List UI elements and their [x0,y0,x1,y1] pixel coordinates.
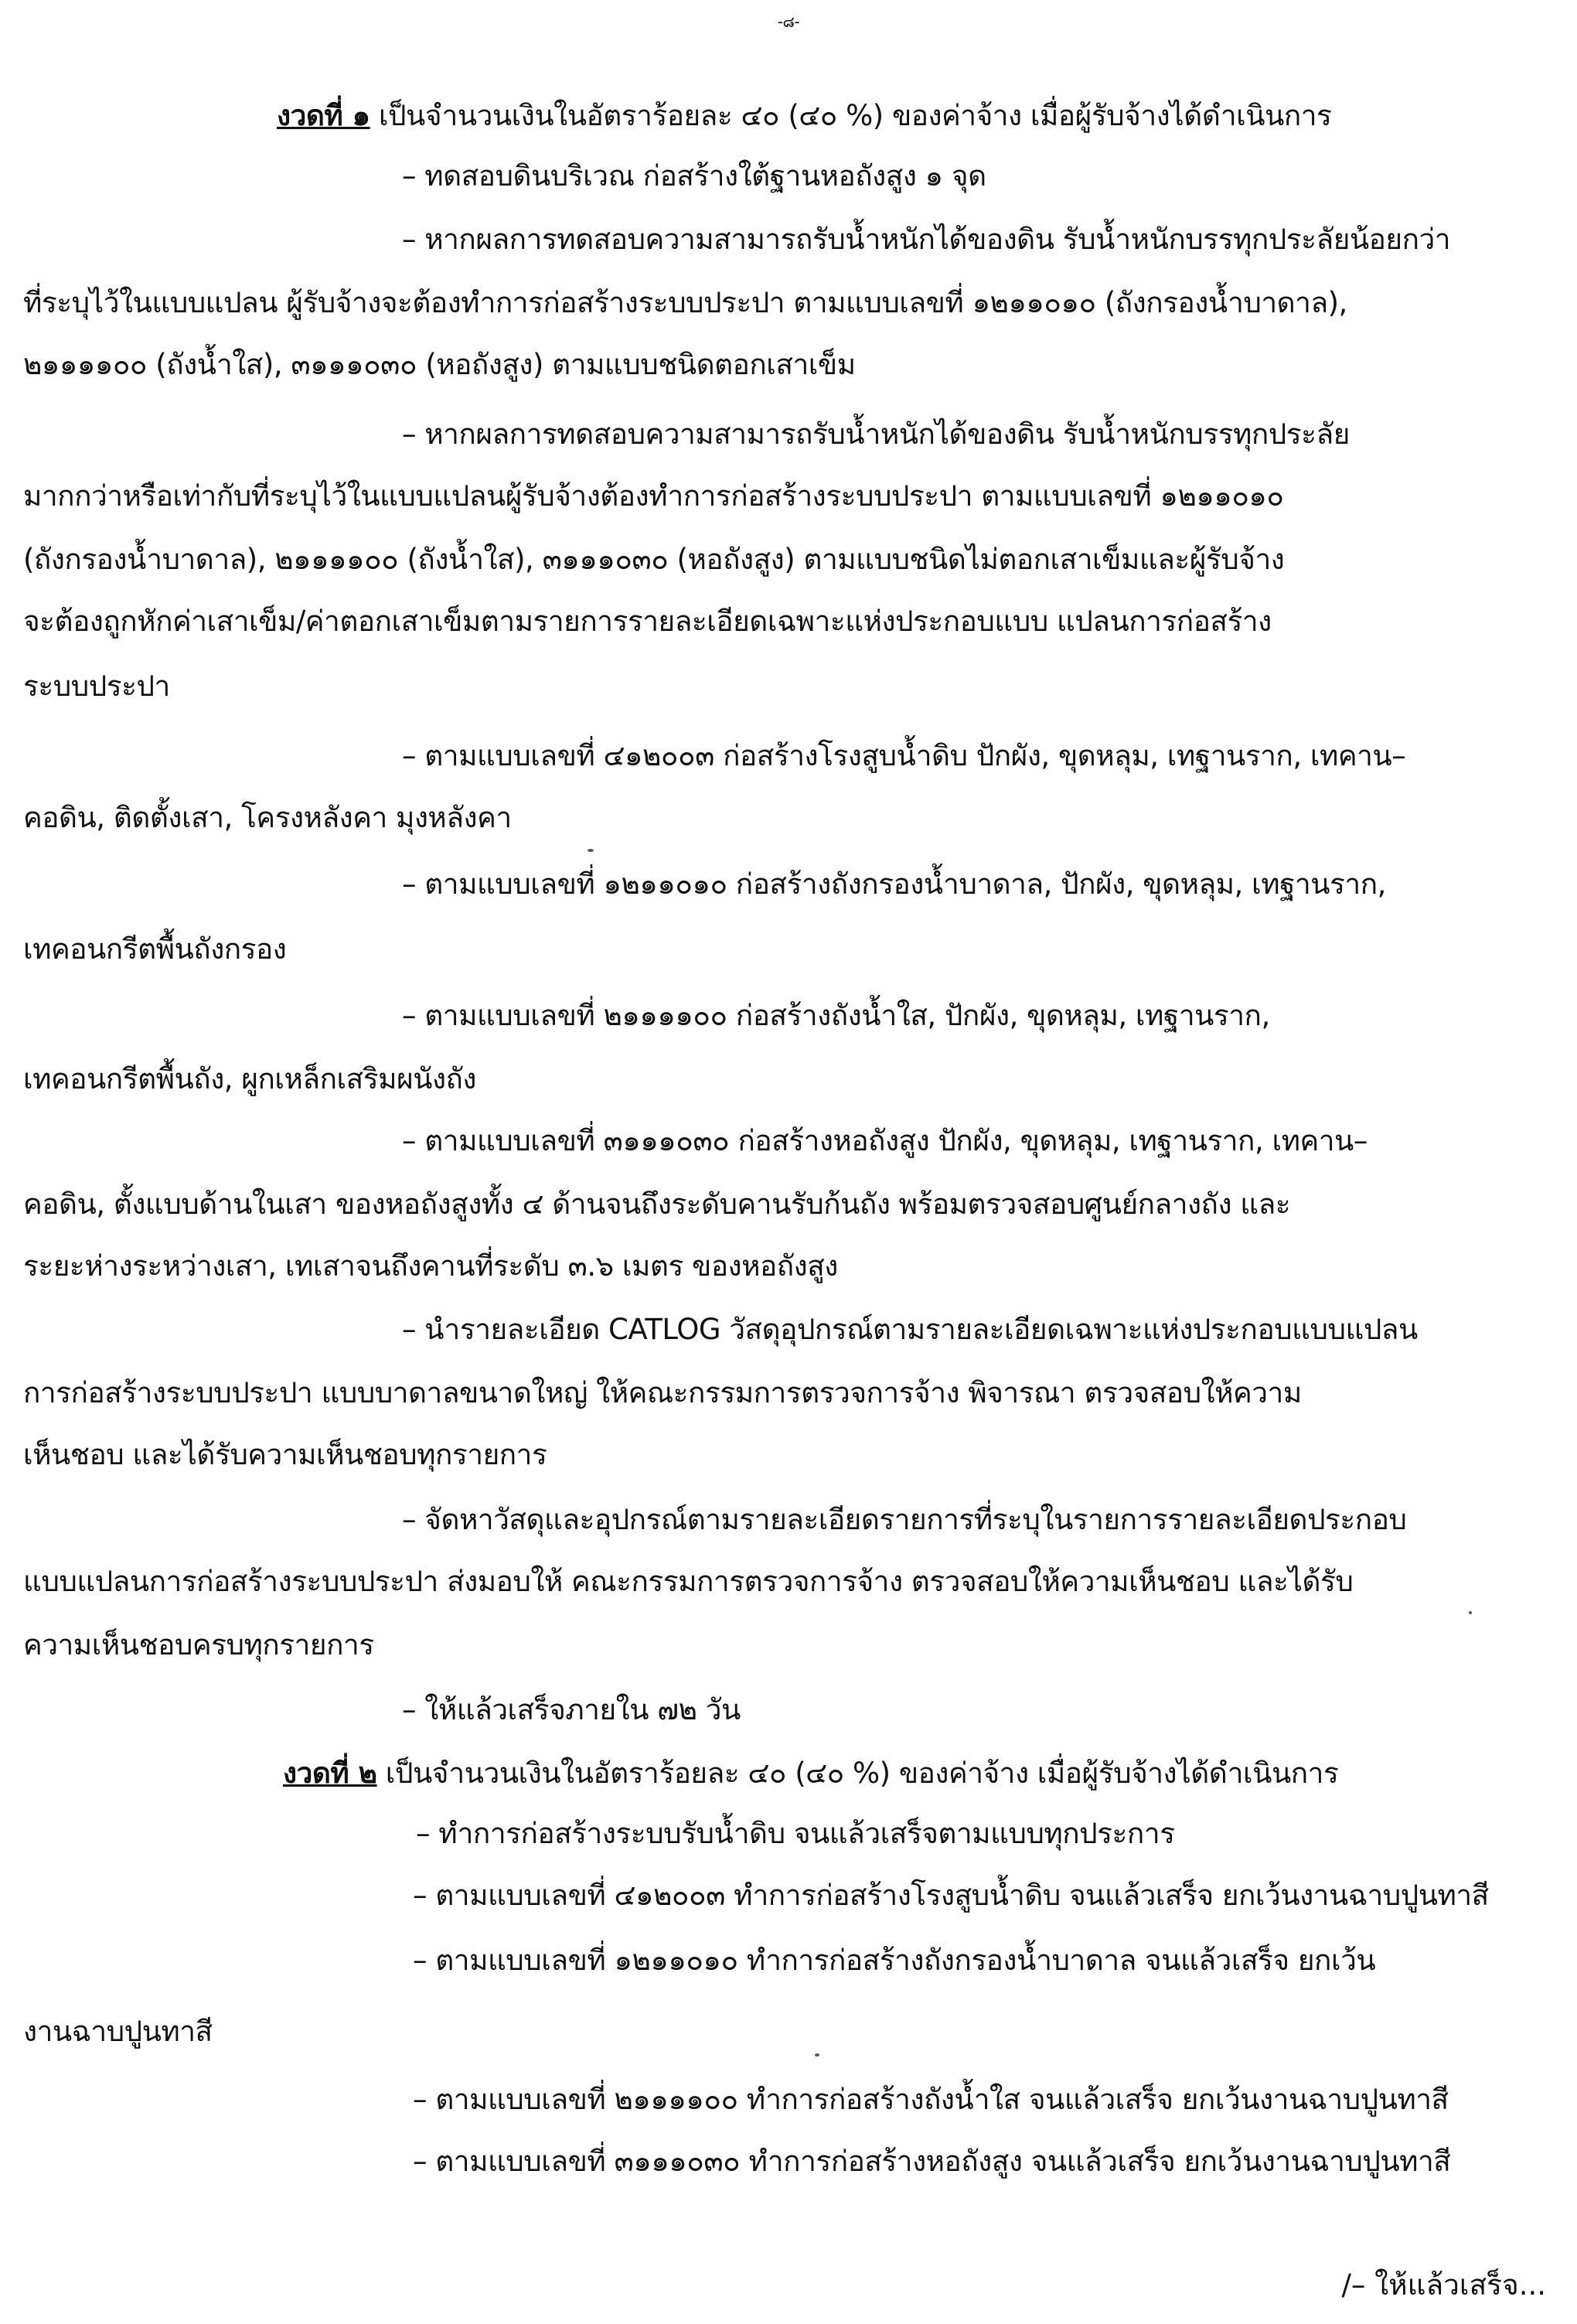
installment-2-header [283,1753,1338,1794]
paragraph-line: – ตามแบบเลขที่ ๒๑๑๑๑๐๐ ก่อสร้างถังน้ำใส, ปักผัง, ขุดหลุม, เทฐานราก, [402,999,1270,1032]
paragraph-line: – ตามแบบเลขที่ ๑๒๑๑๐๑๐ ทำการก่อสร้างถังกรองน้ำบาดาล จนแล้วเสร็จ ยกเว้น [413,1944,1376,1977]
paragraph-line: ระบบประปา [23,670,170,703]
paragraph-line: – ทำการก่อสร้างระบบรับน้ำดิบ จนแล้วเสร็จตามแบบทุกประการ [416,1817,1175,1850]
paragraph-line: คอดิน, ติดตั้งเสา, โครงหลังคา มุงหลังคา [23,801,512,834]
paragraph-line: แบบแปลนการก่อสร้างระบบประปา ส่งมอบให้ คณะกรรมการตรวจการจ้าง ตรวจสอบให้ความเห็นชอบ และได้รับ [23,1565,1354,1598]
paragraph-line: ที่ระบุไว้ในแบบแปลน ผู้รับจ้างจะต้องทำการก่อสร้างระบบประปา ตามแบบเลขที่ ๑๒๑๑๐๑๐ (ถังกรองน้ำบาดาล), [23,286,1347,319]
scan-speck [588,849,594,852]
paragraph-line: การก่อสร้างระบบประปา แบบบาดาลขนาดใหญ่ ให้คณะกรรมการตรวจการจ้าง พิจารณา ตรวจสอบให้ความ [23,1376,1302,1409]
paragraph-line: – ให้แล้วเสร็จภายใน ๗๒ วัน [402,1693,741,1726]
paragraph-line: – ตามแบบเลขที่ ๓๑๑๑๐๓๐ ทำการก่อสร้างหอถังสูง จนแล้วเสร็จ ยกเว้นงานฉาบปูนทาสี [413,2145,1451,2178]
paragraph-line: – ตามแบบเลขที่ ๑๒๑๑๐๑๐ ก่อสร้างถังกรองน้ำบาดาล, ปักผัง, ขุดหลุม, เทฐานราก, [402,867,1386,901]
paragraph-line: งานฉาบปูนทาสี [23,2015,213,2048]
paragraph-line: – จัดหาวัสดุและอุปกรณ์ตามรายละเอียดรายการที่ระบุในรายการรายละเอียดประกอบ [402,1503,1407,1536]
installment-1-intro: เป็นจำนวนเงินในอัตราร้อยละ ๔๐ (๔๐ %) ของค่าจ้าง เมื่อผู้รับจ้างได้ดำเนินการ [370,99,1332,132]
installment-1-header [277,96,1331,136]
paragraph-line: เทคอนกรีตพื้นถังกรอง [23,932,287,966]
installment-1-heading: งวดที่ ๑ [277,99,370,132]
paragraph-line: – ตามแบบเลขที่ ๓๑๑๑๐๓๐ ก่อสร้างหอถังสูง ปักผัง, ขุดหลุม, เทฐานราก, เทคาน– [402,1124,1368,1157]
paragraph-line: – ตามแบบเลขที่ ๒๑๑๑๑๐๐ ทำการก่อสร้างถังน้ำใส จนแล้วเสร็จ ยกเว้นงานฉาบปูนทาสี [413,2083,1449,2116]
installment-2-heading: งวดที่ ๒ [283,1757,377,1790]
paragraph-line: – ตามแบบเลขที่ ๔๑๒๐๐๓ ทำการก่อสร้างโรงสูบน้ำดิบ จนแล้วเสร็จ ยกเว้นงานฉาบปูนทาสี [413,1879,1489,1912]
paragraph-line: – ตามแบบเลขที่ ๔๑๒๐๐๓ ก่อสร้างโรงสูบน้ำดิบ ปักผัง, ขุดหลุม, เทฐานราก, เทคาน– [402,739,1406,772]
scan-speck [815,2053,819,2057]
scan-speck [1469,1611,1472,1614]
paragraph-line: มากกว่าหรือเท่ากับที่ระบุไว้ในแบบแปลนผู้รับจ้างต้องทำการก่อสร้างระบบประปา ตามแบบเลขที่ ๑๒๑๑๐๑๐ [23,479,1284,513]
paragraph-line: เห็นชอบ และได้รับความเห็นชอบทุกรายการ [23,1438,547,1471]
paragraph-line: ระยะห่างระหว่างเสา, เทเสาจนถึงคานที่ระดับ ๓.๖ เมตร ของหอถังสูง [23,1249,838,1283]
paragraph-line: ๒๑๑๑๑๐๐ (ถังน้ำใส), ๓๑๑๑๐๓๐ (หอถังสูง) ตามแบบชนิดตอกเสาเข็ม [23,348,856,381]
paragraph-line: คอดิน, ตั้งแบบด้านในเสา ของหอถังสูงทั้ง ๔ ด้านจนถึงระดับคานรับก้นถัง พร้อมตรวจสอบศูนย์กลางถัง และ [23,1188,1291,1221]
page-number: -๘- [777,12,800,31]
paragraph-line: – หากผลการทดสอบความสามารถรับน้ำหนักได้ของดิน รับน้ำหนักบรรทุกประลัยน้อยกว่า [402,223,1451,256]
paragraph-line: – นำรายละเอียด CATLOG วัสดุอุปกรณ์ตามรายละเอียดเฉพาะแห่งประกอบแบบแปลน [402,1313,1418,1346]
paragraph-line: จะต้องถูกหักค่าเสาเข็ม/ค่าตอกเสาเข็มตามรายการรายละเอียดเฉพาะแห่งประกอบแบบ แปลนการก่อสร้าง [23,605,1272,638]
paragraph-line: (ถังกรองน้ำบาดาล), ๒๑๑๑๑๐๐ (ถังน้ำใส), ๓๑๑๑๐๓๐ (หอถังสูง) ตามแบบชนิดไม่ตอกเสาเข็มและผู้รับจ้าง [23,543,1285,576]
continuation-footer: /– ให้แล้วเสร็จ... [1341,2268,1546,2302]
installment-2-intro: เป็นจำนวนเงินในอัตราร้อยละ ๔๐ (๔๐ %) ของค่าจ้าง เมื่อผู้รับจ้างได้ดำเนินการ [376,1757,1339,1790]
paragraph-line: เทคอนกรีตพื้นถัง, ผูกเหล็กเสริมผนังถัง [23,1062,476,1096]
paragraph-line: ความเห็นชอบครบทุกรายการ [23,1628,374,1661]
paragraph-line: – หากผลการทดสอบความสามารถรับน้ำหนักได้ของดิน รับน้ำหนักบรรทุกประลัย [402,417,1350,451]
paragraph-line: – ทดสอบดินบริเวณ ก่อสร้างใต้ฐานหอถังสูง ๑ จุด [402,159,986,193]
